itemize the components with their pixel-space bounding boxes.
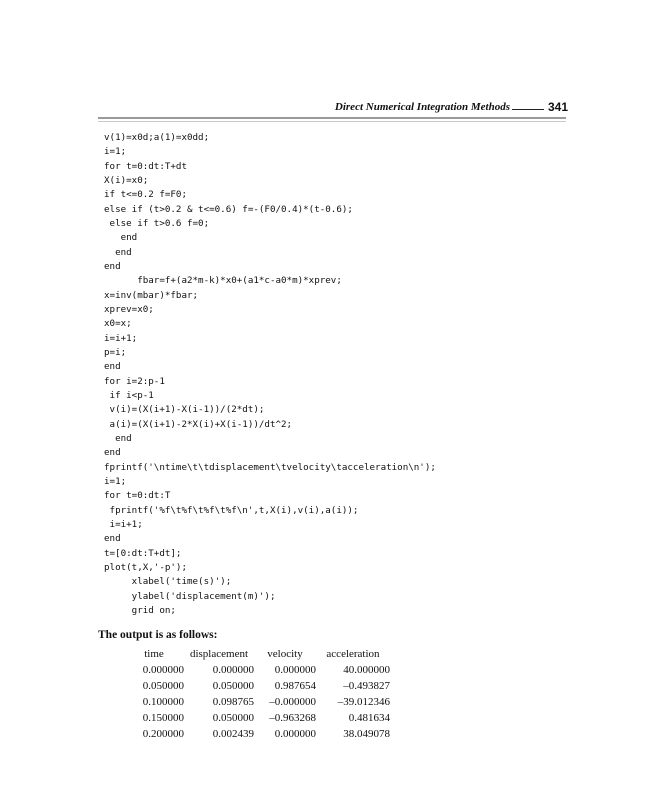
- cell-displacement: 0.050000: [212, 712, 254, 724]
- output-intro-heading: The output is as follows:: [98, 629, 218, 641]
- code-line: i=i+1;: [104, 332, 138, 344]
- code-line: x=inv(mbar)*fbar;: [104, 289, 199, 301]
- running-title: Direct Numerical Integration Methods: [334, 101, 510, 113]
- cell-acceleration: –39.012346: [337, 696, 390, 708]
- code-line: i=1;: [104, 146, 127, 158]
- output-table-header-row: [124, 646, 390, 662]
- code-line: end: [104, 246, 132, 258]
- cell-acceleration: 40.000000: [343, 664, 390, 676]
- header-rule-secondary: [98, 121, 566, 122]
- column-header-displacement: displacement: [189, 648, 249, 660]
- code-line: i=1;: [104, 475, 127, 487]
- code-line: grid on;: [104, 604, 176, 616]
- cell-displacement: 0.000000: [212, 664, 254, 676]
- table-row: [124, 678, 390, 694]
- cell-velocity: 0.000000: [274, 664, 316, 676]
- code-line: end: [104, 533, 121, 545]
- header-dash-rule: [512, 109, 544, 110]
- code-line: end: [104, 361, 121, 373]
- code-line: X(i)=x0;: [104, 174, 149, 186]
- page-number: 341: [547, 100, 568, 114]
- cell-time: 0.150000: [142, 712, 184, 724]
- code-line: p=i;: [104, 346, 127, 358]
- code-line: i=i+1;: [104, 518, 143, 530]
- code-listing: [104, 131, 436, 618]
- cell-displacement: 0.098765: [212, 696, 254, 708]
- cell-displacement: 0.002439: [212, 728, 254, 740]
- cell-time: 0.200000: [142, 728, 184, 740]
- code-line: fprintf('%f\t%f\t%f\t%f\n',t,X(i),v(i),a(i));: [104, 504, 359, 516]
- code-line: fprintf('\ntime\t\tdisplacement\tvelocity\tacceleration\n');: [104, 461, 436, 473]
- cell-acceleration: 0.481634: [348, 712, 390, 724]
- code-line: xlabel('time(s)');: [104, 576, 232, 588]
- cell-time: 0.100000: [142, 696, 184, 708]
- cell-acceleration: 38.049078: [343, 728, 390, 740]
- code-line: if t<=0.2 f=F0;: [104, 189, 187, 201]
- code-line: end: [104, 232, 138, 244]
- code-line: for t=0:dt:T+dt: [104, 160, 187, 172]
- code-line: else if t>0.6 f=0;: [104, 217, 210, 229]
- code-line: end: [104, 260, 121, 272]
- cell-velocity: –0.963268: [269, 712, 316, 724]
- code-line: x0=x;: [104, 318, 132, 330]
- code-line: fbar=f+(a2*m-k)*x0+(a1*c-a0*m)*xprev;: [104, 275, 342, 287]
- code-line: for t=0:dt:T: [104, 490, 171, 502]
- table-row: [124, 710, 390, 726]
- cell-velocity: 0.987654: [274, 680, 316, 692]
- cell-velocity: –0.000000: [269, 696, 316, 708]
- cell-acceleration: –0.493827: [343, 680, 390, 692]
- code-line: v(1)=x0d;a(1)=x0dd;: [104, 132, 210, 143]
- code-line: plot(t,X,'-p');: [104, 561, 187, 573]
- code-line: t=[0:dt:T+dt];: [104, 547, 182, 559]
- code-line: else if (t>0.2 & t<=0.6) f=-(F0/0.4)*(t-0.6);: [104, 203, 353, 215]
- column-header-acceleration: acceleration: [326, 648, 380, 660]
- code-line: if i<p-1: [104, 389, 154, 401]
- code-line: ylabel('displacement(m)');: [104, 590, 276, 602]
- output-table: [124, 646, 390, 742]
- code-line: v(i)=(X(i+1)-X(i-1))/(2*dt);: [104, 404, 265, 416]
- column-header-velocity: velocity: [267, 648, 303, 660]
- cell-time: 0.000000: [142, 664, 184, 676]
- header-rule: [98, 117, 566, 119]
- code-line: for i=2:p-1: [104, 375, 165, 387]
- cell-displacement: 0.050000: [212, 680, 254, 692]
- cell-velocity: 0.000000: [274, 728, 316, 740]
- code-line: end: [104, 432, 132, 444]
- table-row: [124, 662, 390, 678]
- code-line: end: [104, 447, 121, 459]
- table-row: [124, 694, 390, 710]
- code-line: xprev=x0;: [104, 303, 154, 315]
- column-header-time: time: [144, 648, 164, 660]
- cell-time: 0.050000: [142, 680, 184, 692]
- table-row: [124, 726, 390, 742]
- code-line: a(i)=(X(i+1)-2*X(i)+X(i-1))/dt^2;: [104, 418, 293, 430]
